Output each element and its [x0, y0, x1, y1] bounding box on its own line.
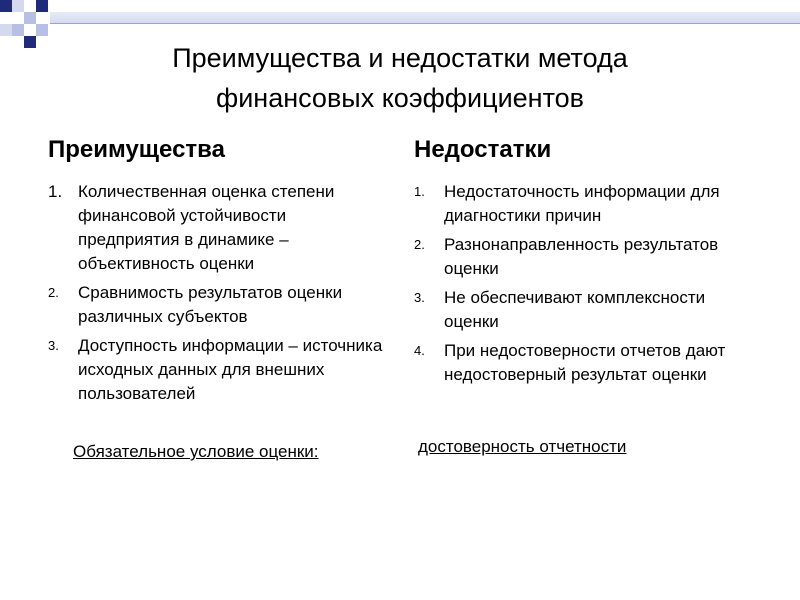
- decor-square: [0, 24, 12, 36]
- decor-square: [24, 12, 36, 24]
- list-item-number: 1.: [414, 184, 425, 199]
- list-item: [414, 286, 754, 334]
- advantages-heading: Преимущества: [48, 136, 225, 163]
- list-item: [414, 339, 754, 387]
- list-item: [414, 180, 754, 228]
- decor-square: [36, 24, 48, 36]
- disadvantages-heading: Недостатки: [414, 136, 552, 163]
- slide-title: [70, 38, 730, 118]
- list-item-number: 1.: [48, 182, 63, 201]
- list-item-text: Не обеспечивают комплексности оценки: [444, 288, 706, 331]
- list-item-text: Сравнимость результатов оценки различных субъектов: [78, 283, 343, 326]
- top-rule: [50, 12, 800, 24]
- disadvantages-list: [414, 180, 754, 392]
- decorative-squares: [0, 0, 70, 60]
- decor-square: [36, 0, 48, 12]
- list-item-number: 3.: [414, 290, 425, 305]
- list-item: [414, 233, 754, 281]
- advantages-note: Обязательное условие оценки:: [73, 442, 319, 461]
- list-item: [48, 334, 388, 406]
- disadvantages-note: достоверность отчетности: [418, 437, 627, 456]
- list-item: [48, 281, 388, 329]
- list-item-text: Количественная оценка степени финансовой устойчивости предприятия в динамике – объективность оценки: [78, 182, 335, 273]
- decor-square: [24, 36, 36, 48]
- slide-title-line2: финансовых коэффициентов: [215, 83, 585, 113]
- advantages-list: [48, 180, 388, 411]
- list-item-text: Доступность информации – источника исходных данных для внешних пользователей: [78, 336, 383, 403]
- list-item-text: При недостоверности отчетов дают недостоверный результат оценки: [444, 341, 726, 384]
- list-item-number: 3.: [48, 338, 59, 353]
- list-item-text: Разнонаправленность результатов оценки: [444, 235, 719, 278]
- decor-square: [12, 24, 24, 36]
- list-item-number: 2.: [414, 237, 425, 252]
- slide-title-line1: Преимущества и недостатки метода: [172, 43, 628, 73]
- list-item: [48, 180, 388, 276]
- list-item-number: 4.: [414, 343, 425, 358]
- decor-square: [12, 0, 24, 12]
- decor-square: [0, 0, 12, 12]
- list-item-text: Недостаточность информации для диагностики причин: [444, 182, 720, 225]
- list-item-number: 2.: [48, 285, 59, 300]
